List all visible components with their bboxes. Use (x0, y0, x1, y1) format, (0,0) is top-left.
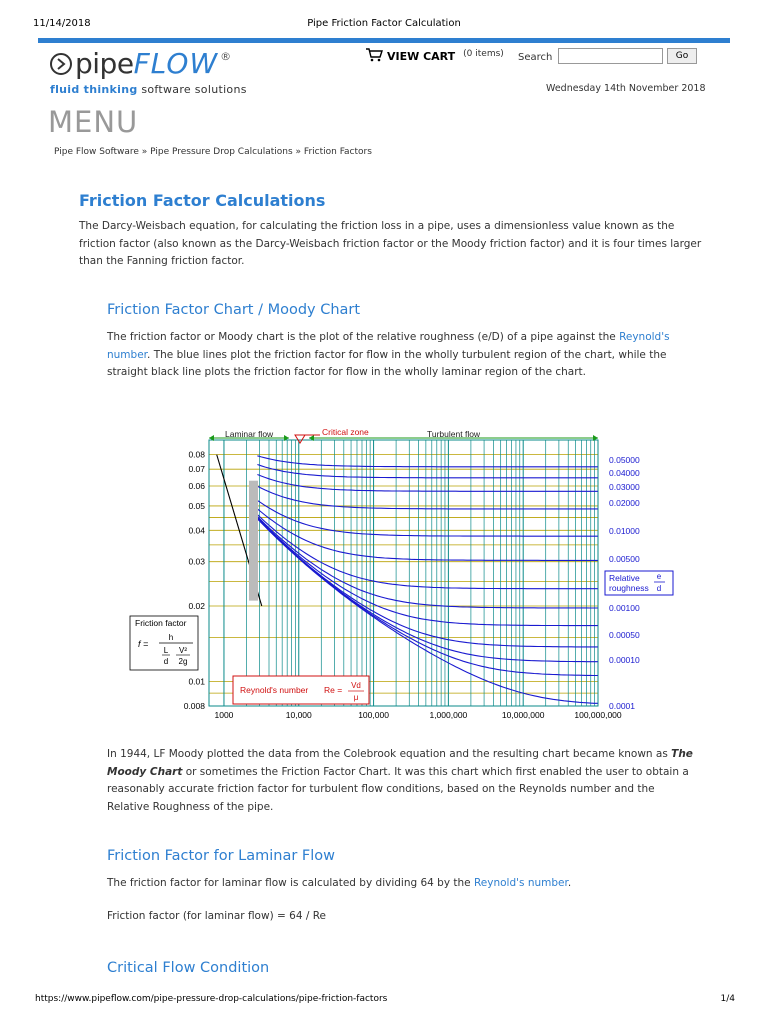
roughness-label: 0.05000 (609, 455, 640, 465)
x-tick-label: 10,000,000 (501, 710, 545, 720)
print-title: Pipe Friction Factor Calculation (307, 18, 461, 29)
laminar-formula: Friction factor (for laminar flow) = 64 / Re (107, 910, 326, 922)
y-tick-label: 0.08 (188, 449, 205, 460)
pipeflow-logo[interactable] (50, 47, 247, 96)
print-date: 11/14/2018 (33, 18, 91, 29)
moody-chart-heading: Friction Factor Chart / Moody Chart (107, 302, 361, 318)
print-header (0, 0, 768, 40)
top-accent-bar (38, 38, 730, 43)
roughness-label: 0.03000 (609, 482, 640, 492)
x-tick-label: 100,000,000 (574, 710, 622, 720)
relative-label-line1: Relative (609, 573, 640, 583)
intro-paragraph: The Darcy-Weisbach equation, for calculating the friction loss in a pipe, uses a dimensionless value known as the friction factor (also known as the Darcy-Weisbach friction factor or the Moody friction factor) and it is four times larger than the Fanning friction factor. (79, 220, 702, 267)
friction-box-f: f = (138, 639, 149, 649)
friction-box-L: L (163, 646, 169, 655)
relative-d: d (656, 584, 662, 593)
cart-item-count: (0 items) (463, 49, 504, 59)
logo-registered-mark: ® (220, 50, 232, 63)
friction-box-V2: V² (179, 646, 187, 655)
x-tick-label: 100,000 (358, 710, 389, 720)
print-page-number: 1/4 (720, 994, 735, 1004)
y-tick-label: 0.04 (188, 525, 205, 536)
reynolds-box-re: Re = (324, 685, 343, 695)
menu-button[interactable]: MENU (48, 105, 139, 139)
logo-tagline: fluid thinking software solutions (50, 83, 247, 96)
view-cart-link[interactable] (365, 48, 504, 63)
page-title: Friction Factor Calculations (79, 191, 326, 210)
breadcrumb[interactable]: Pipe Flow Software » Pipe Pressure Drop Calculations » Friction Factors (54, 147, 372, 157)
moody-history-paragraph: In 1944, LF Moody plotted the data from the Colebrook equation and the resulting chart became known as The Moody Chart or sometimes the Friction Factor Chart. It was this chart which first enabled the user to obtain a reasonably accurate friction factor for turbulent flow conditions, based on the Reynolds number and the Relative Roughness of the pipe. (107, 748, 693, 813)
roughness-label: 0.00010 (609, 655, 640, 665)
critical-zone-band (249, 481, 258, 601)
critical-flow-heading: Critical Flow Condition (107, 960, 270, 976)
y-tick-label: 0.07 (188, 464, 205, 475)
roughness-label: 0.02000 (609, 498, 640, 508)
search-input[interactable] (558, 48, 663, 64)
roughness-label: 0.01000 (609, 526, 640, 536)
friction-box-title: Friction factor (135, 618, 187, 628)
reynolds-box-den: μ (353, 693, 359, 702)
search-go-button[interactable]: Go (667, 48, 697, 64)
x-tick-label: 1000 (214, 710, 234, 720)
relative-label-line2: roughness (609, 583, 649, 593)
friction-box-2g: 2g (178, 657, 188, 666)
roughness-label: 0.04000 (609, 468, 640, 478)
relative-e: e (656, 572, 662, 581)
current-date: Wednesday 14th November 2018 (546, 83, 706, 94)
reynolds-box-num: Vd (351, 681, 361, 690)
roughness-label: 0.00050 (609, 630, 640, 640)
zone-label-laminar: Laminar flow (225, 429, 274, 439)
x-tick-label: 10,000 (285, 710, 312, 720)
x-tick-label: 1,000,000 (429, 710, 468, 720)
y-tick-label: 0.05 (188, 500, 205, 511)
roughness-label: 0.00500 (609, 554, 640, 564)
zone-label-turbulent: Turbulent flow (427, 429, 481, 439)
y-tick-label: 0.01 (188, 676, 205, 687)
y-tick-label: 0.02 (188, 600, 205, 611)
y-tick-label: 0.008 (183, 701, 205, 711)
reynolds-box-label: Reynold's number (240, 685, 309, 695)
laminar-flow-paragraph: The friction factor for laminar flow is calculated by dividing 64 by the Reynold's number. (107, 877, 572, 889)
y-tick-label: 0.06 (188, 481, 205, 492)
moody-chart-paragraph: The friction factor or Moody chart is the plot of the relative roughness (e/D) of a pipe against the Reynold's number. The blue lines plot the friction factor for flow in the wholly turbulent region of the chart, while the straight black line plots the friction factor for flow in the wholly laminar region of the chart. (107, 331, 670, 378)
moody-chart (125, 408, 690, 730)
roughness-label: 0.0001 (609, 701, 635, 711)
cart-icon (365, 48, 383, 62)
reynolds-number-link-2[interactable]: Reynold's number (473, 877, 568, 889)
logo-flow-text: FLOW (133, 47, 219, 80)
logo-arrow-icon (50, 53, 72, 75)
y-tick-label: 0.03 (188, 556, 205, 567)
friction-box-h: h (168, 633, 174, 642)
zone-label-critical: Critical zone (322, 427, 369, 437)
view-cart-label: VIEW CART (387, 50, 456, 63)
logo-pipe-text: pipe (75, 47, 134, 80)
search-label: Search (518, 52, 553, 63)
print-url: https://www.pipeflow.com/pipe-pressure-drop-calculations/pipe-friction-factors (35, 994, 388, 1004)
friction-box-d: d (163, 657, 169, 666)
laminar-flow-heading: Friction Factor for Laminar Flow (107, 848, 336, 864)
reynolds-number-link[interactable]: Reynold's number (107, 331, 670, 361)
roughness-label: 0.00100 (609, 603, 640, 613)
